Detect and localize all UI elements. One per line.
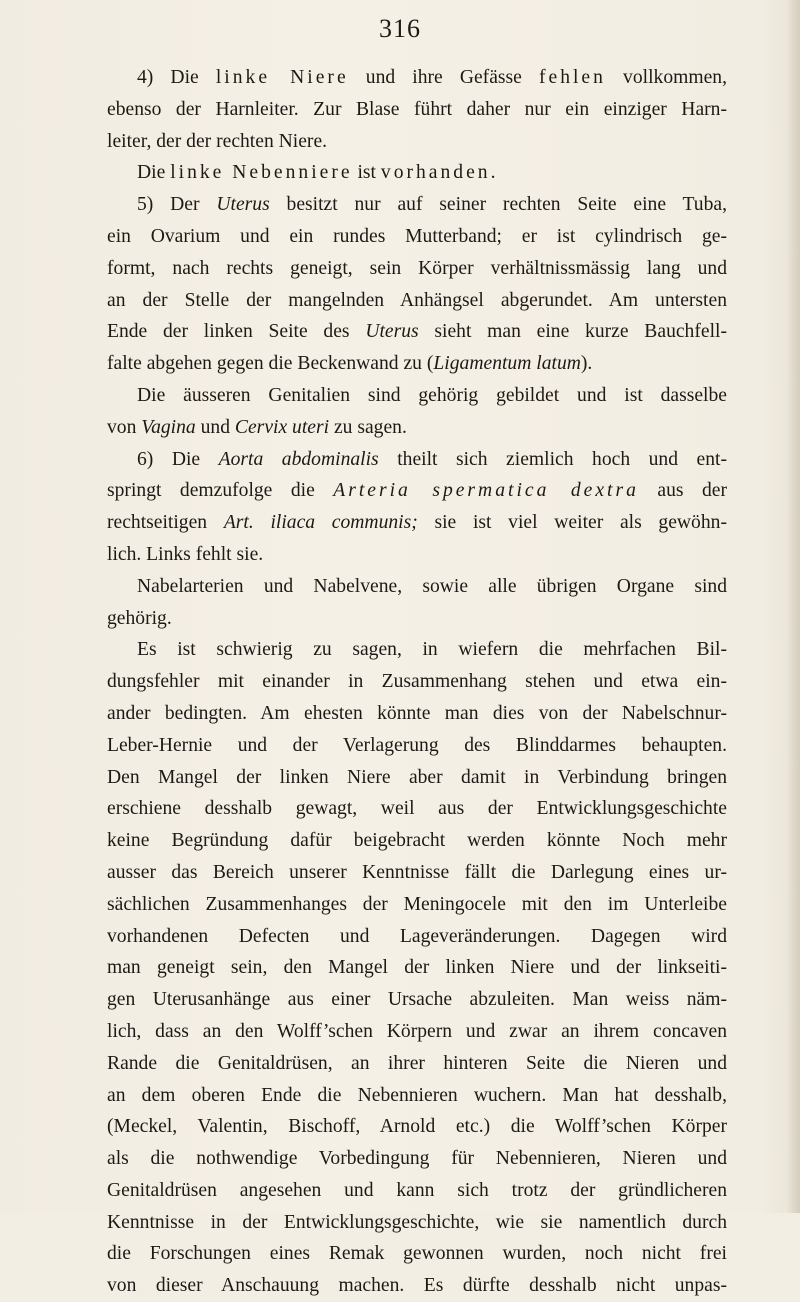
text-line [107,793,727,825]
body-text [107,62,727,1302]
text-line [107,921,727,953]
text-run: aus der [638,480,727,502]
text-line [107,571,727,603]
text-line [107,1270,727,1302]
text-line [107,316,727,348]
text-line [107,126,727,158]
text-line [107,730,727,762]
text-run: Genitaldrüsen angesehen und kann sich trotz der gründlicheren [107,1179,727,1201]
text-run: theilt sich ziemlich hoch und ent- [378,448,727,470]
text-run: 4) Die [137,67,216,88]
spaced-text: linke Nebenniere [170,162,353,184]
text-run: erschiene desshalb gewagt, weil aus der Entwicklungsgeschichte [107,798,727,820]
text-run: gehörig. [107,607,172,629]
text-line [107,475,727,507]
text-line [107,253,727,285]
text-line [107,221,727,253]
text-run: sächlichen Zusammenhanges der Meningocele mit den im Unterleibe [107,893,727,915]
text-line [107,1016,727,1048]
text-line [107,380,727,412]
text-run: sieht man eine kurze Bauchfell- [418,321,727,343]
text-run: Es ist schwierig zu sagen, in wiefern die mehrfachen Bil- [137,639,727,661]
spaced-text: linke Niere [215,67,349,88]
text-line [107,1048,727,1080]
text-line [107,94,727,126]
text-run: sie ist viel weiter als gewöhn- [417,512,727,534]
text-run: als die nothwendige Vorbedingung für Nebennieren, Nieren und [107,1148,727,1170]
italic-text: Ligamentum latum [433,353,581,375]
text-line [107,412,727,444]
text-run: an der Stelle der mangelnden Anhängsel abgerundet. Am untersten [107,289,727,311]
text-line [107,889,727,921]
text-line [107,698,727,730]
text-line [107,1207,727,1239]
text-run: zu sagen. [329,416,407,438]
text-line [107,857,727,889]
text-run: Leber-Hernie und der Verlagerung des Blinddarmes behaupten. [107,734,727,756]
text-line [107,285,727,317]
text-line [107,984,727,1016]
italic-text: Art. iliaca communis; [223,512,418,534]
text-run: Den Mangel der linken Niere aber damit in Verbindung bringen [107,766,727,788]
page-edge-shadow [786,0,800,1213]
text-run: ander bedingten. Am ehesten könnte man dies von der Nabelschnur- [107,702,727,724]
text-run: Die äusseren Genitalien sind gehörig gebildet und ist dasselbe [137,384,727,406]
text-run: Ende der linken Seite des [107,321,366,343]
text-line [107,1111,727,1143]
text-line [107,157,727,189]
text-run: ). [580,353,593,375]
text-run: rechtseitigen [107,512,224,534]
text-run: ist [352,162,381,184]
text-run: 6) Die [137,448,219,470]
italic-text: Aorta abdominalis [218,448,379,470]
text-run: vollkommen, [605,67,727,88]
text-line [107,444,727,476]
text-run: formt, nach rechts geneigt, sein Körper verhältnissmässig lang und [107,257,727,279]
text-line [107,952,727,984]
text-run: springt demzufolge die [107,480,334,502]
spaced-text: fehlen [538,67,606,88]
text-line [107,62,727,94]
text-line [107,634,727,666]
text-line [107,1080,727,1112]
text-run: 5) Der [137,194,217,216]
text-run: man geneigt sein, den Mangel der linken Niere und der linkseiti- [107,957,727,979]
text-run: Kenntnisse in der Entwicklungsgeschichte, wie sie namentlich durch [107,1211,727,1233]
text-line [107,348,727,380]
text-line [107,507,727,539]
text-run: ein Ovarium und ein rundes Mutterband; er ist cylindrisch ge- [107,225,727,247]
text-run: von [107,416,142,438]
text-run: die Forschungen eines Remak gewonnen wurden, noch nicht frei [107,1243,727,1265]
text-line [107,762,727,794]
italic-text: Cervix uteri [234,416,330,438]
text-run: lich. Links fehlt sie. [107,543,264,565]
text-line [107,1175,727,1207]
text-run: vorhandenen Defecten und Lageveränderungen. Dagegen wird [107,925,727,947]
text-run: ebenso der Harnleiter. Zur Blase führt daher nur ein einziger Harn- [107,98,727,120]
text-line [107,825,727,857]
text-line [107,1143,727,1175]
text-run: ausser das Bereich unserer Kenntnisse fällt die Darlegung eines ur- [107,861,727,883]
text-run: (Meckel, Valentin, Bischoff, Arnold etc.) die Wolff’schen Körper [107,1116,727,1138]
text-run: besitzt nur auf seiner rechten Seite eine Tuba, [269,194,727,216]
italic-text: Vagina [141,416,196,438]
italic-text: Uterus [216,194,270,216]
text-run: Rande die Genitaldrüsen, an ihrer hinteren Seite die Nieren und [107,1052,727,1074]
text-run: und [195,416,235,438]
text-run: von dieser Anschauung machen. Es dürfte desshalb nicht unpas- [107,1275,727,1297]
text-run: an dem oberen Ende die Nebennieren wuchern. Man hat desshalb, [107,1084,727,1106]
page-number: 316 [379,14,421,43]
text-run: und ihre Gefässe [348,67,539,88]
spaced-text: vorhanden. [380,162,499,184]
text-line [107,539,727,571]
text-line [107,603,727,635]
text-run: Nabelarterien und Nabelvene, sowie alle übrigen Organe sind [137,575,727,597]
text-run: leiter, der der rechten Niere. [107,130,328,152]
italic-text: Arteria spermatica dextra [333,480,639,502]
text-line [107,189,727,221]
text-run: Die [137,162,171,184]
text-run: lich, dass an den Wolff’schen Körpern und zwar an ihrem concaven [107,1020,727,1042]
text-run: falte abgehen gegen die Beckenwand zu ( [107,353,434,375]
text-run: keine Begründung dafür beigebracht werden könnte Noch mehr [107,830,727,852]
text-run: gen Uterusanhänge aus einer Ursache abzuleiten. Man weiss näm- [107,989,727,1011]
text-line [107,666,727,698]
italic-text: Uterus [365,321,419,343]
text-run: dungsfehler mit einander in Zusammenhang stehen und etwa ein- [107,671,727,693]
text-line [107,1238,727,1270]
